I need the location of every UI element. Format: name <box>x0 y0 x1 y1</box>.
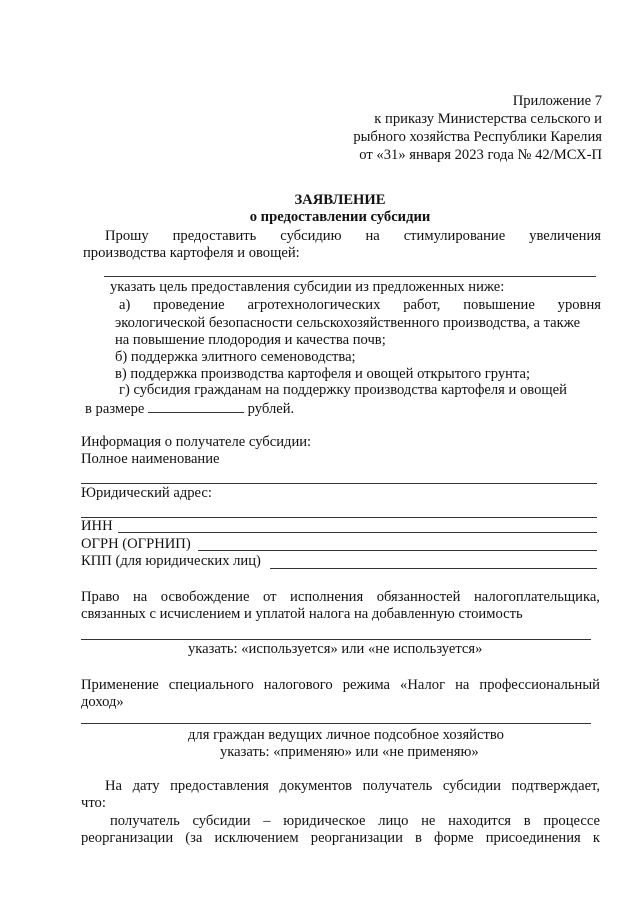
tax-regime-field[interactable] <box>81 723 591 724</box>
order-reference-line2: рыбного хозяйства Республики Карелия <box>353 129 602 145</box>
request-line1: Прошу предоставить субсидию на стимулирование увеличения <box>105 228 601 244</box>
document-subtitle: о предоставлении субсидии <box>249 209 431 225</box>
purpose-hint: указать цель предоставления субсидии из предложенных ниже: <box>110 279 505 295</box>
amount-field[interactable] <box>148 400 244 413</box>
kpp-field[interactable] <box>270 568 597 569</box>
option-a-line2: экологической безопасности сельскохозяйственного производства, а также <box>115 315 581 331</box>
option-c: в) поддержка производства картофеля и овощей открытого грунта; <box>115 366 531 382</box>
order-reference-line1: к приказу Министерства сельского и <box>374 111 602 127</box>
option-a-line1: а) проведение агротехнологических работ, повышение уровня <box>119 297 601 313</box>
tax-regime-line1: Применение специального налогового режима «Налог на профессиональный <box>81 677 600 693</box>
confirmation-line3: получатель субсидии – юридическое лицо не находится в процессе <box>110 813 600 829</box>
legal-address-label: Юридический адрес: <box>81 485 212 501</box>
vat-line1: Право на освобождение от исполнения обязанностей налогоплательщика, <box>81 589 600 605</box>
inn-field[interactable] <box>118 532 597 533</box>
option-d: г) субсидия гражданам на поддержку производства картофеля и овощей <box>119 382 567 398</box>
vat-line2: связанных с исчислением и уплатой налога на добавленную стоимость <box>81 606 523 622</box>
purpose-fill-line[interactable] <box>104 276 596 277</box>
tax-regime-line2: доход» <box>81 694 124 710</box>
confirmation-line2: что: <box>81 795 106 811</box>
ogrn-field[interactable] <box>198 550 597 551</box>
confirmation-line1: На дату предоставления документов получатель субсидии подтверждает, <box>105 778 600 794</box>
ogrn-label: ОГРН (ОГРНИП) <box>81 536 191 552</box>
tax-regime-hint1: для граждан ведущих личное подсобное хозяйство <box>188 727 504 743</box>
kpp-label: КПП (для юридических лиц) <box>81 553 261 569</box>
option-b: б) поддержка элитного семеноводства; <box>115 349 356 365</box>
order-date-number: от «31» января 2023 года № 42/МСХ-П <box>359 147 602 163</box>
tax-regime-hint2: указать: «применяю» или «не применяю» <box>220 744 479 760</box>
full-name-label: Полное наименование <box>81 451 220 467</box>
legal-address-field[interactable] <box>81 517 597 518</box>
document-title: ЗАЯВЛЕНИЕ <box>294 192 386 208</box>
confirmation-line4: реорганизации (за исключением реорганизации в форме присоединения к <box>81 830 600 846</box>
recipient-heading: Информация о получателе субсидии: <box>81 434 312 450</box>
vat-hint: указать: «используется» или «не используется» <box>188 641 483 657</box>
vat-field[interactable] <box>81 639 591 640</box>
full-name-field[interactable] <box>81 483 597 484</box>
inn-label: ИНН <box>81 518 113 534</box>
appendix-label: Приложение 7 <box>512 93 602 109</box>
option-a-line3: на повышение плодородия и качества почв; <box>115 332 386 348</box>
request-line2: производства картофеля и овощей: <box>83 245 300 261</box>
amount-line: в размере рублей. <box>85 401 295 417</box>
